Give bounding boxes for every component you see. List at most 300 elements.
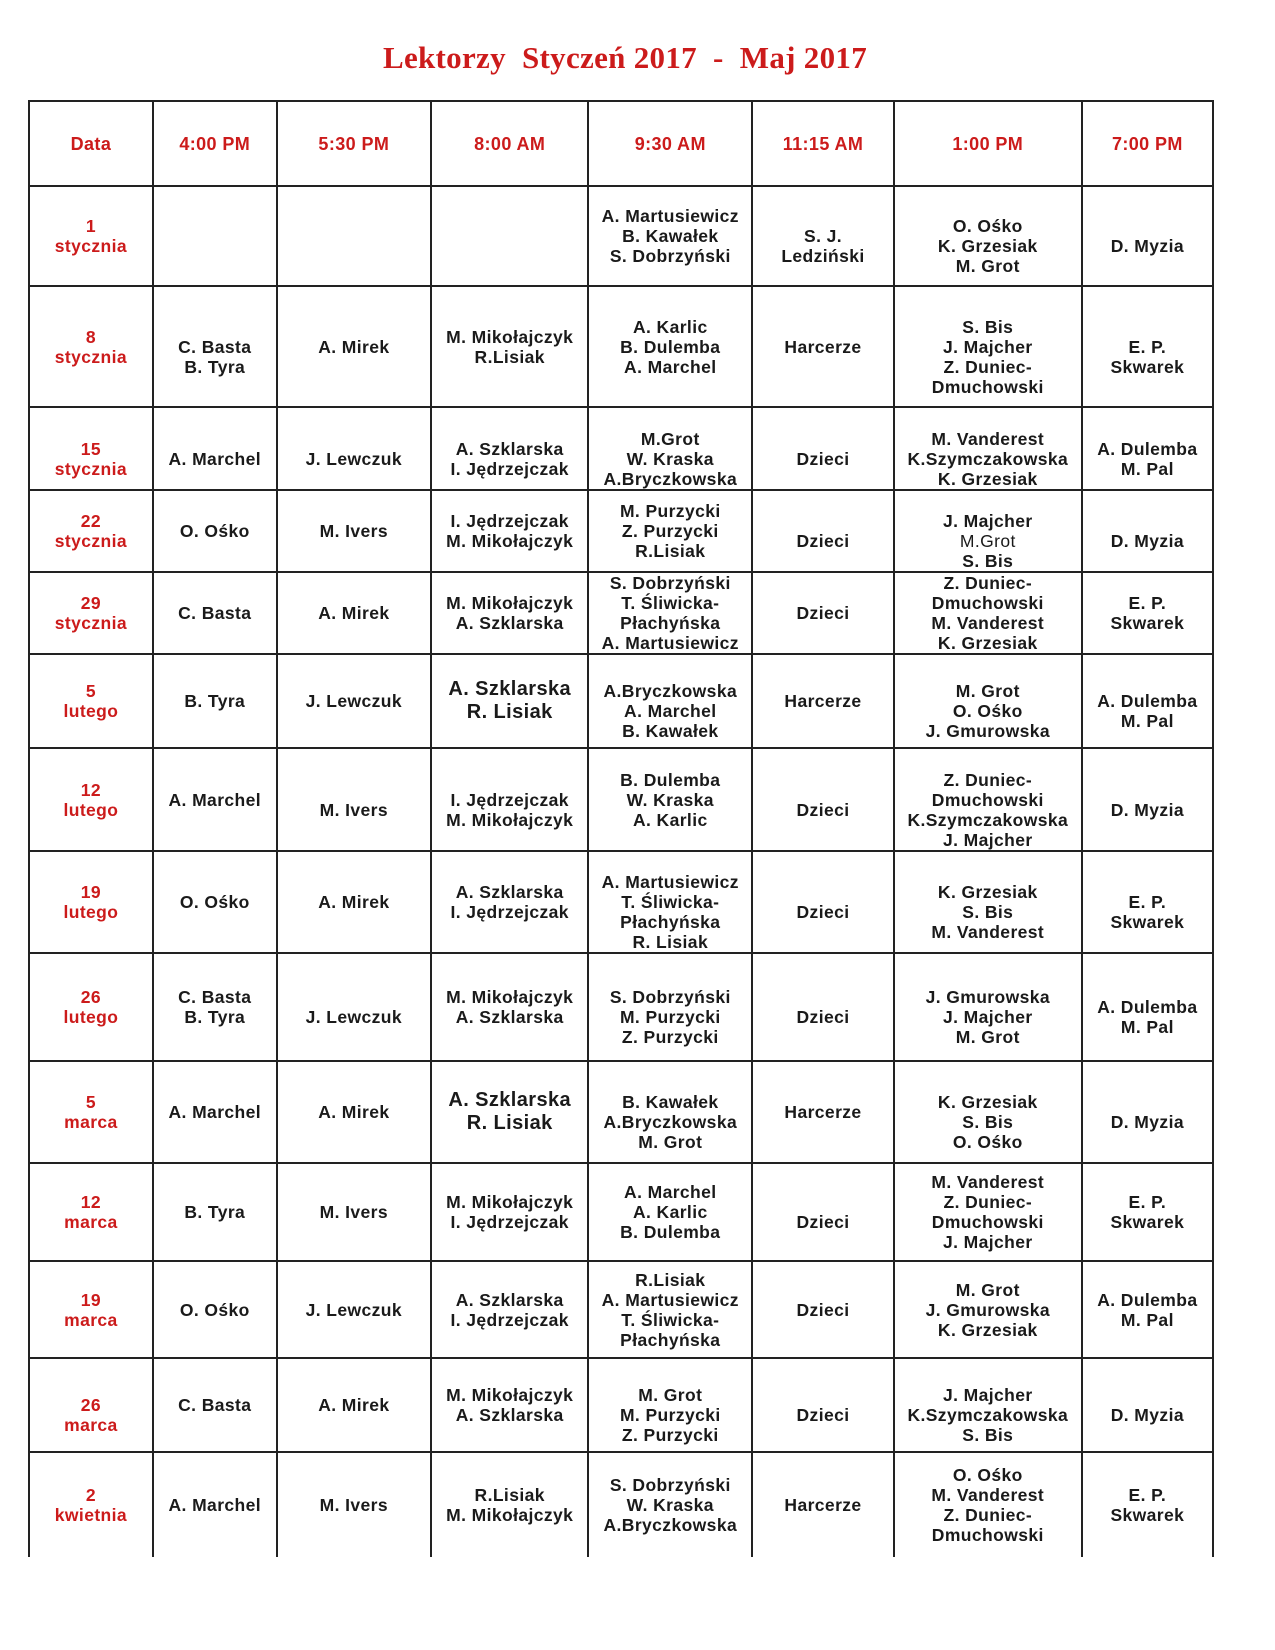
reader-name: Dzieci [796, 1299, 850, 1320]
reader-name: A. Marchel [168, 448, 262, 469]
reader-name: I. Jędrzejczak [450, 1212, 569, 1232]
reader-name: R.Lisiak [474, 1485, 545, 1505]
reader-cell-1300 [894, 1452, 1082, 1557]
reader-cell-1730 [277, 186, 431, 286]
reader-name: B. Dulemba [620, 1222, 721, 1242]
reader-name: B. Kawałek [622, 1092, 719, 1112]
reader-cell-1600 [153, 286, 277, 407]
reader-name: Dzieci [796, 603, 850, 623]
date-day: 19 [80, 1289, 102, 1310]
reader-name: S. Bis [962, 1112, 1014, 1132]
reader-cell-1900 [1082, 1358, 1213, 1452]
header-time-1300: 1:00 PM [894, 101, 1082, 186]
reader-name: A. Szklarska [455, 1289, 564, 1310]
date-cell [29, 572, 153, 654]
reader-name: A.Bryczkowska [603, 1515, 738, 1535]
reader-name: Dzieci [796, 1212, 850, 1232]
reader-name: Płachyńska [620, 912, 721, 932]
reader-name: B. Tyra [184, 691, 246, 711]
reader-cell-1300 [894, 1163, 1082, 1261]
table-row [29, 1452, 1213, 1557]
reader-name: A. Marchel [624, 701, 717, 721]
reader-name: S. Bis [962, 902, 1014, 922]
reader-cell-1300 [894, 407, 1082, 490]
reader-cell-1900 [1082, 490, 1213, 572]
reader-name: W. Kraska [626, 448, 714, 469]
reader-cell-0800 [431, 407, 588, 490]
date-cell [29, 186, 153, 286]
reader-name: A. Martusiewicz [601, 872, 739, 892]
reader-name: Płachyńska [620, 1329, 721, 1350]
reader-name: A. Szklarska [455, 1007, 564, 1027]
date-day: 1 [85, 216, 96, 236]
reader-name: A. Szklarska [455, 882, 564, 902]
reader-cell-1115 [752, 748, 894, 851]
reader-name: R. Lisiak [466, 701, 553, 723]
reader-cell-1730 [277, 1061, 431, 1163]
reader-cell-0930 [588, 851, 752, 953]
reader-name: J. Gmurowska [925, 1299, 1050, 1320]
reader-name: B. Kawałek [622, 226, 719, 246]
reader-name: O. Ośko [179, 1299, 250, 1320]
reader-name: A. Mirek [318, 336, 390, 357]
reader-cell-1300 [894, 1061, 1082, 1163]
reader-name: S. J. [804, 226, 842, 246]
reader-cell-1600 [153, 748, 277, 851]
reader-name: R. Lisiak [466, 1112, 553, 1134]
schedule-body [29, 186, 1213, 1557]
reader-name: A. Dulemba [1097, 438, 1198, 459]
reader-cell-1900 [1082, 286, 1213, 407]
reader-name: J. Majcher [942, 1232, 1033, 1252]
reader-name: B. Dulemba [620, 336, 721, 357]
reader-name: Dzieci [796, 448, 850, 469]
reader-name: K.Szymczakowska [907, 809, 1069, 830]
reader-name: A. Marchel [624, 1182, 717, 1202]
reader-name: Harcerze [784, 691, 862, 711]
reader-name: D. Myzia [1110, 799, 1184, 820]
reader-name: Płachyńska [620, 613, 721, 633]
reader-cell-0930 [588, 1261, 752, 1358]
date-cell [29, 1061, 153, 1163]
date-cell [29, 953, 153, 1061]
reader-cell-1115 [752, 1358, 894, 1452]
date-day: 19 [80, 882, 102, 902]
reader-cell-0930 [588, 748, 752, 851]
table-row [29, 1358, 1213, 1452]
reader-name: M. Vanderest [931, 1485, 1045, 1505]
reader-name: M. Mikołajczyk [446, 1192, 574, 1212]
reader-name: M. Mikołajczyk [446, 1505, 574, 1525]
header-row [29, 101, 1213, 186]
reader-name: Dzieci [796, 1405, 850, 1425]
reader-name: K.Szymczakowska [907, 1405, 1069, 1425]
header-time-1730: 5:30 PM [277, 101, 431, 186]
reader-name: A. Szklarska [455, 1405, 564, 1425]
reader-name: M. Ivers [319, 799, 389, 820]
reader-name: T. Śliwicka- [621, 593, 720, 613]
date-day: 5 [85, 681, 96, 701]
reader-cell-0930 [588, 1163, 752, 1261]
date-day: 26 [80, 987, 102, 1007]
reader-cell-1730 [277, 286, 431, 407]
reader-name: M. Mikołajczyk [446, 531, 574, 551]
reader-cell-1115 [752, 572, 894, 654]
date-month: stycznia [54, 346, 128, 367]
reader-name: Z. Purzycki [621, 1027, 719, 1047]
reader-name: M. Mikołajczyk [446, 1385, 574, 1405]
date-month: marca [64, 1415, 118, 1435]
reader-name: Z. Duniec- [943, 356, 1033, 377]
reader-name: M. Grot [955, 681, 1020, 701]
reader-name: Harcerze [784, 1495, 862, 1515]
reader-cell-1115 [752, 851, 894, 953]
reader-name: Z. Duniec- [943, 769, 1033, 790]
reader-name: M. Vanderest [931, 428, 1045, 449]
reader-cell-1600 [153, 572, 277, 654]
reader-name: K. Grzesiak [937, 882, 1038, 902]
reader-name: R. Lisiak [632, 932, 709, 952]
reader-cell-0930 [588, 286, 752, 407]
reader-cell-1730 [277, 407, 431, 490]
reader-cell-1600 [153, 1061, 277, 1163]
reader-name: K. Grzesiak [937, 1092, 1038, 1112]
reader-cell-1300 [894, 1358, 1082, 1452]
reader-cell-1600 [153, 953, 277, 1061]
reader-name: D. Myzia [1110, 1112, 1184, 1132]
reader-name: I. Jędrzejczak [450, 902, 569, 922]
reader-name: M. Grot [638, 1385, 703, 1405]
reader-cell-1300 [894, 953, 1082, 1061]
date-month: lutego [63, 701, 119, 721]
reader-cell-1600 [153, 490, 277, 572]
reader-name: A. Szklarska [448, 678, 572, 700]
reader-cell-1115 [752, 286, 894, 407]
reader-name: M. Ivers [319, 521, 389, 541]
reader-name: I. Jędrzejczak [450, 458, 569, 479]
header-time-0800: 8:00 AM [431, 101, 588, 186]
reader-name: A. Dulemba [1097, 691, 1198, 711]
reader-name: J. Majcher [942, 829, 1033, 850]
reader-name: B. Tyra [184, 1202, 246, 1222]
reader-name: W. Kraska [626, 789, 714, 810]
reader-name: Harcerze [784, 1102, 862, 1122]
reader-name: Dmuchowski [931, 1212, 1044, 1232]
reader-name: Dmuchowski [931, 593, 1044, 613]
reader-name: M. Vanderest [931, 1172, 1045, 1192]
reader-cell-1300 [894, 186, 1082, 286]
reader-name: I. Jędrzejczak [450, 511, 569, 531]
reader-name: R.Lisiak [474, 346, 545, 367]
reader-cell-1900 [1082, 572, 1213, 654]
table-row [29, 186, 1213, 286]
reader-name: A. Dulemba [1097, 1289, 1198, 1310]
reader-name: A. Marchel [168, 1102, 262, 1122]
reader-cell-1730 [277, 1358, 431, 1452]
header-time-1900: 7:00 PM [1082, 101, 1213, 186]
reader-name: D. Myzia [1110, 236, 1184, 256]
date-month: stycznia [54, 236, 128, 256]
reader-name: S. Dobrzyński [609, 1475, 731, 1495]
reader-cell-1115 [752, 407, 894, 490]
reader-cell-1300 [894, 572, 1082, 654]
reader-name: M. Pal [1120, 711, 1174, 731]
reader-name: A. Mirek [318, 1102, 390, 1122]
date-day: 5 [85, 1092, 96, 1112]
reader-cell-1300 [894, 748, 1082, 851]
reader-cell-1900 [1082, 654, 1213, 748]
reader-cell-1115 [752, 1163, 894, 1261]
reader-name: Dmuchowski [931, 1525, 1044, 1545]
reader-name: E. P. [1128, 892, 1167, 912]
reader-name: A.Bryczkowska [603, 1112, 738, 1132]
reader-name: A. Dulemba [1097, 997, 1198, 1017]
reader-name: A. Martusiewicz [601, 633, 739, 653]
reader-name: Z. Duniec- [943, 1505, 1033, 1525]
reader-name: Dmuchowski [931, 789, 1044, 810]
schedule-table [28, 100, 1214, 1557]
reader-name: J. Majcher [942, 511, 1033, 531]
reader-cell-0800 [431, 953, 588, 1061]
reader-name: Skwarek [1110, 912, 1185, 932]
reader-name: C. Basta [178, 1395, 252, 1415]
date-cell [29, 1163, 153, 1261]
date-day: 8 [85, 326, 96, 347]
reader-name: O. Ośko [952, 216, 1023, 236]
reader-name: A. Marchel [168, 789, 262, 810]
reader-name: M. Mikołajczyk [446, 987, 574, 1007]
reader-name: M. Pal [1120, 1309, 1174, 1330]
reader-name: A. Szklarska [455, 438, 564, 459]
reader-name: O. Ośko [179, 521, 250, 541]
reader-name: M. Vanderest [931, 613, 1045, 633]
reader-name: A. Szklarska [455, 613, 564, 633]
reader-name: M. Grot [955, 1027, 1020, 1047]
reader-cell-1900 [1082, 407, 1213, 490]
reader-name: E. P. [1128, 336, 1167, 357]
date-day: 15 [80, 438, 102, 459]
reader-cell-1600 [153, 186, 277, 286]
reader-cell-1730 [277, 490, 431, 572]
reader-cell-1900 [1082, 1163, 1213, 1261]
reader-name: E. P. [1128, 1485, 1167, 1505]
reader-name: Dzieci [796, 799, 850, 820]
reader-cell-0930 [588, 654, 752, 748]
date-cell [29, 851, 153, 953]
reader-name: C. Basta [178, 987, 252, 1007]
reader-name: A. Marchel [624, 356, 717, 377]
reader-cell-1900 [1082, 1452, 1213, 1557]
reader-cell-1115 [752, 1452, 894, 1557]
reader-cell-1730 [277, 572, 431, 654]
reader-cell-0930 [588, 1061, 752, 1163]
date-cell [29, 654, 153, 748]
reader-cell-1600 [153, 654, 277, 748]
reader-name: K. Grzesiak [937, 468, 1038, 489]
reader-name: T. Śliwicka- [621, 892, 720, 912]
table-row [29, 953, 1213, 1061]
reader-name: J. Lewczuk [305, 691, 403, 711]
reader-name: M. Grot [638, 1132, 703, 1152]
reader-cell-1900 [1082, 186, 1213, 286]
date-month: marca [64, 1112, 118, 1132]
reader-name: J. Lewczuk [305, 448, 403, 469]
reader-name: Dzieci [796, 902, 850, 922]
reader-cell-0800 [431, 490, 588, 572]
reader-cell-1115 [752, 490, 894, 572]
table-row [29, 490, 1213, 572]
table-row [29, 572, 1213, 654]
reader-name: S. Dobrzyński [609, 573, 731, 593]
reader-name: E. P. [1128, 593, 1167, 613]
reader-name: Skwarek [1110, 1212, 1185, 1232]
reader-name: M. Vanderest [931, 922, 1045, 942]
reader-cell-0800 [431, 851, 588, 953]
reader-name: J. Lewczuk [305, 1299, 403, 1320]
reader-cell-1730 [277, 851, 431, 953]
reader-cell-1115 [752, 1261, 894, 1358]
reader-cell-0800 [431, 748, 588, 851]
reader-name: B. Tyra [184, 356, 246, 377]
reader-cell-1600 [153, 1261, 277, 1358]
reader-cell-1900 [1082, 1061, 1213, 1163]
reader-cell-0800 [431, 286, 588, 407]
reader-cell-1900 [1082, 953, 1213, 1061]
reader-name: M. Pal [1120, 458, 1174, 479]
reader-name: M. Pal [1120, 1017, 1174, 1037]
reader-cell-0930 [588, 1452, 752, 1557]
reader-name: M.Grot [640, 428, 700, 449]
reader-cell-1600 [153, 1452, 277, 1557]
reader-cell-0800 [431, 1061, 588, 1163]
reader-name: S. Bis [962, 1425, 1014, 1445]
reader-cell-1600 [153, 407, 277, 490]
reader-name: K. Grzesiak [937, 633, 1038, 653]
header-time-1115: 11:15 AM [752, 101, 894, 186]
date-month: kwietnia [54, 1505, 128, 1525]
reader-name: M. Grot [955, 256, 1020, 276]
reader-cell-0800 [431, 654, 588, 748]
reader-cell-0800 [431, 1261, 588, 1358]
reader-cell-0800 [431, 572, 588, 654]
reader-name: B. Tyra [184, 1007, 246, 1027]
date-cell [29, 1452, 153, 1557]
reader-cell-1115 [752, 1061, 894, 1163]
reader-name: A.Bryczkowska [603, 468, 738, 489]
reader-cell-1300 [894, 851, 1082, 953]
reader-name: C. Basta [178, 603, 252, 623]
reader-name: Ledziński [781, 246, 865, 266]
reader-name: D. Myzia [1110, 531, 1184, 551]
reader-name: C. Basta [178, 336, 252, 357]
date-month: stycznia [54, 458, 128, 479]
table-row [29, 654, 1213, 748]
reader-cell-1115 [752, 654, 894, 748]
reader-cell-1300 [894, 286, 1082, 407]
reader-name: K. Grzesiak [937, 1319, 1038, 1340]
reader-cell-1300 [894, 654, 1082, 748]
reader-name: M. Mikołajczyk [446, 593, 574, 613]
reader-cell-0930 [588, 572, 752, 654]
reader-cell-0800 [431, 186, 588, 286]
reader-name: A. Mirek [318, 892, 390, 912]
date-month: stycznia [54, 531, 128, 551]
reader-cell-0800 [431, 1163, 588, 1261]
reader-name: I. Jędrzejczak [450, 789, 569, 810]
reader-name: J. Gmurowska [925, 987, 1050, 1007]
reader-name: O. Ośko [952, 1465, 1023, 1485]
reader-cell-1600 [153, 1358, 277, 1452]
reader-name: A. Karlic [632, 809, 708, 830]
reader-name: A. Martusiewicz [601, 1289, 739, 1310]
page-title: Lektorzy Styczeń 2017 - Maj 2017 [382, 40, 867, 75]
reader-name: M. Purzycki [619, 501, 721, 521]
reader-name: A.Bryczkowska [603, 681, 738, 701]
date-cell [29, 748, 153, 851]
reader-name: A. Karlic [632, 316, 708, 337]
reader-name: S. Bis [962, 316, 1014, 337]
reader-name: Skwarek [1110, 613, 1185, 633]
reader-name: S. Bis [962, 551, 1014, 571]
reader-name: W. Kraska [626, 1495, 714, 1515]
reader-name: M. Ivers [319, 1202, 389, 1222]
reader-cell-0930 [588, 407, 752, 490]
reader-cell-0930 [588, 953, 752, 1061]
reader-name: Z. Duniec- [943, 1192, 1033, 1212]
table-row [29, 851, 1213, 953]
reader-name: Z. Duniec- [943, 573, 1033, 593]
date-month: marca [64, 1212, 118, 1232]
reader-name: Skwarek [1110, 356, 1185, 377]
reader-name: M.Grot [959, 531, 1016, 551]
reader-name: S. Dobrzyński [609, 246, 731, 266]
reader-name: M. Purzycki [619, 1405, 721, 1425]
reader-name: T. Śliwicka- [621, 1309, 720, 1330]
date-month: lutego [63, 902, 119, 922]
date-cell [29, 286, 153, 407]
table-row [29, 286, 1213, 407]
reader-name: O. Ośko [952, 1132, 1023, 1152]
reader-name: J. Majcher [942, 1007, 1033, 1027]
reader-cell-1115 [752, 186, 894, 286]
reader-cell-0930 [588, 186, 752, 286]
reader-name: I. Jędrzejczak [450, 1309, 569, 1330]
table-row [29, 407, 1213, 490]
reader-cell-0930 [588, 490, 752, 572]
date-day: 22 [80, 511, 102, 531]
reader-name: R.Lisiak [635, 1269, 706, 1290]
reader-name: Harcerze [784, 336, 862, 357]
reader-name: M. Ivers [319, 1495, 389, 1515]
reader-cell-0930 [588, 1358, 752, 1452]
date-month: lutego [63, 1007, 119, 1027]
reader-name: R.Lisiak [635, 541, 706, 561]
reader-name: A. Szklarska [448, 1089, 572, 1111]
date-cell [29, 407, 153, 490]
date-day: 12 [80, 779, 102, 800]
reader-name: Z. Purzycki [621, 1425, 719, 1445]
reader-cell-1900 [1082, 851, 1213, 953]
reader-cell-0800 [431, 1358, 588, 1452]
reader-name: A. Mirek [318, 1395, 390, 1415]
reader-name: B. Dulemba [620, 769, 721, 790]
date-day: 2 [85, 1485, 96, 1505]
date-cell [29, 1358, 153, 1452]
reader-cell-1730 [277, 654, 431, 748]
reader-name: S. Dobrzyński [609, 987, 731, 1007]
reader-name: A. Marchel [168, 1495, 262, 1515]
reader-name: Dzieci [796, 1007, 850, 1027]
